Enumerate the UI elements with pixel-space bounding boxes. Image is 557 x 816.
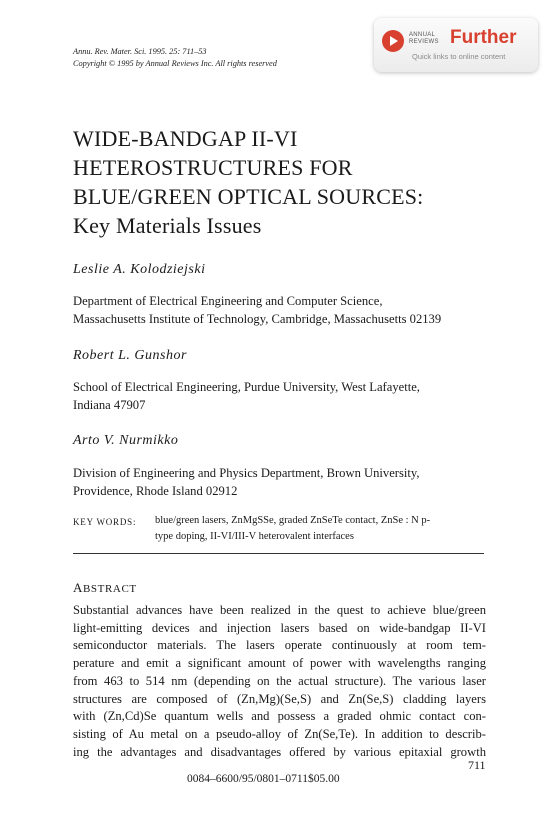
section-divider (73, 553, 484, 554)
further-link-badge[interactable] (374, 18, 538, 72)
author-name: Arto V. Nurmikko (73, 433, 179, 448)
author-name: Robert L. Gunshor (73, 348, 187, 363)
abstract-line: with (Zn,Cd)Se quantum wells and possess a graded ohmic contact con- (73, 709, 486, 724)
author-affiliation: Department of Electrical Engineering and Computer Science, Massachusetts Institute of Technology, Cambridge, Massachusetts 02139 (73, 294, 442, 326)
abstract-line: sisting of Au metal on a pseudo-alloy of Zn(Se,Te). In addition to describ- (73, 726, 486, 741)
annual-reviews-brand: ANNUAL REVIEWS (409, 32, 439, 45)
keywords-text: blue/green lasers, ZnMgSSe, graded ZnSeTe contact, ZnSe : N p- type doping, II-VI/III-V heterovalent interfaces (155, 515, 431, 542)
abstract-line: perature and emit a significant amount of power with wavelengths ranging (73, 656, 486, 671)
abstract-line: from 463 to 514 nm (depending on the actual structure). The various laser (73, 673, 486, 688)
publication-code: 0084–6600/95/0801–0711$05.00 (187, 773, 340, 785)
abstract-heading: ABSTRACT (73, 580, 137, 595)
title-line: HETEROSTRUCTURES FOR (73, 155, 353, 180)
author-affiliation: Division of Engineering and Physics Department, Brown University, Providence, Rhode Island 02912 (73, 466, 420, 498)
author-affiliation: School of Electrical Engineering, Purdue University, West Lafayette, Indiana 47907 (73, 380, 420, 412)
abstract-line: ing the advantages and disadvantages offered by various epitaxial growth (73, 744, 486, 759)
abstract-line: semiconductor materials. The lasers operate continuously at room tem- (73, 638, 486, 653)
keywords-label: KEY WORDS: (73, 517, 137, 527)
title-line: BLUE/GREEN OPTICAL SOURCES: (73, 184, 424, 209)
citation-line-copyright: Copyright © 1995 by Annual Reviews Inc. All rights reserved (73, 59, 277, 68)
title-line: WIDE-BANDGAP II-VI (73, 126, 298, 151)
abstract-body (73, 602, 486, 761)
citation-line-journal: Annu. Rev. Mater. Sci. 1995. 25: 711–53 (73, 47, 207, 56)
author-name: Leslie A. Kolodziejski (73, 262, 206, 277)
page-number: 711 (468, 758, 486, 772)
abstract-line: light-emitting devices and injection lasers based on wide-bandgap II-VI (73, 620, 486, 635)
abstract-line: Substantial advances have been realized in the quest to achieve blue/green (73, 603, 486, 617)
further-subtitle: Quick links to online content (412, 52, 506, 61)
citation-block (73, 46, 277, 70)
article-title (73, 124, 513, 240)
title-line: Key Materials Issues (73, 213, 262, 238)
annual-reviews-logo-icon (382, 30, 404, 52)
further-word: Further (450, 27, 517, 48)
abstract-line: structures are composed of (Zn,Mg)(Se,S) and Zn(Se,S) cladding layers (73, 691, 486, 706)
